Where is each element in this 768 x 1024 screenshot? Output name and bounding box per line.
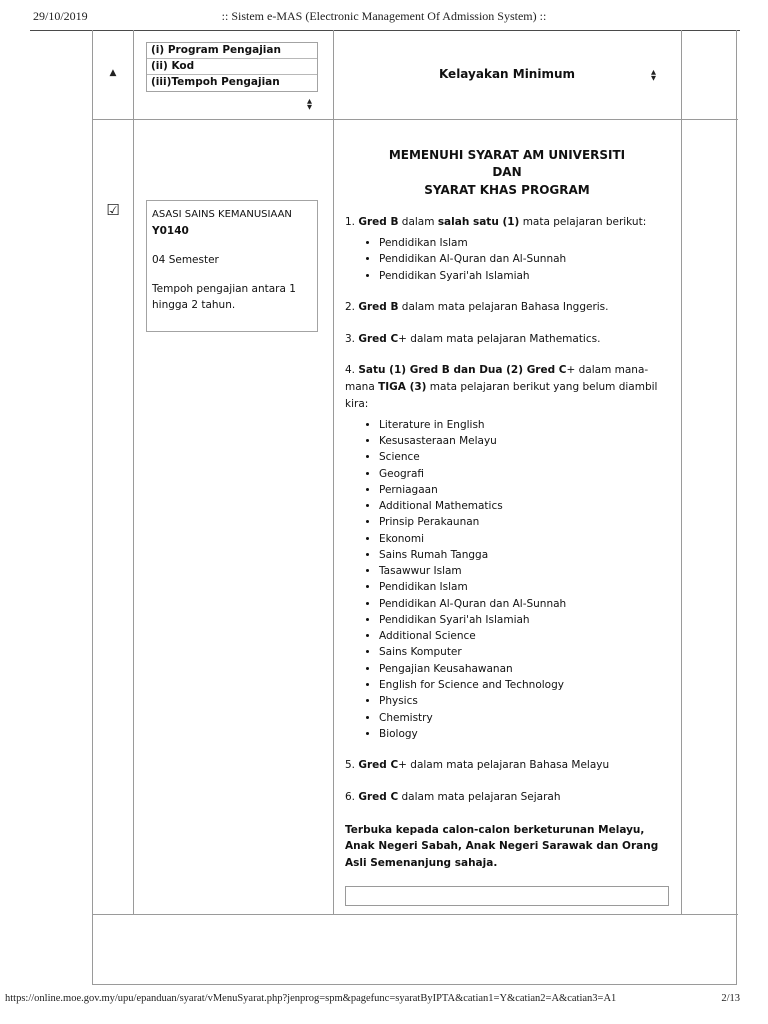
print-header: [0, 9, 768, 27]
print-footer: [5, 993, 740, 1004]
subject-item: • Additional Mathematics: [379, 498, 669, 514]
program-semester: 04 Semester: [152, 253, 219, 266]
subject-item: • Biology: [379, 726, 669, 742]
requirement-item: 2. Gred B dalam mata pelajaran Bahasa Inggeris.: [345, 300, 609, 313]
subject-item: • Pendidikan Syari'ah Islamiah: [379, 268, 669, 284]
subject-item: • Tasawwur Islam: [379, 563, 669, 579]
program-name: ASASI SAINS KEMANUSIAAN: [152, 209, 292, 220]
subject-item: • Kesusasteraan Melayu: [379, 433, 669, 449]
subject-list: [345, 235, 669, 284]
subject-item: • Pendidikan Al-Quran dan Al-Sunnah: [379, 596, 669, 612]
kelayakan-minimum-header: Kelayakan Minimum: [438, 67, 576, 81]
requirement-item: 3. Gred C+ dalam mata pelajaran Mathematics.: [345, 332, 601, 345]
selected-check-icon[interactable]: ☑: [106, 201, 120, 219]
requirement-item: 4. Satu (1) Gred B dan Dua (2) Gred C+ dalam mana-mana TIGA (3) mata pelajaran berikut yang belum diambil kira:: [345, 364, 658, 410]
header-item-tempoh-pengajian: (iii)Tempoh Pengajian: [151, 76, 280, 88]
program-info-box: [146, 200, 318, 332]
subject-item: • Literature in English: [379, 417, 669, 433]
print-date: 29/10/2019: [33, 9, 88, 23]
requirements-heading: [345, 147, 669, 199]
sort-asc-icon: ▲: [651, 68, 656, 76]
subject-item: • Geografi: [379, 466, 669, 482]
requirement-item: 5. Gred C+ dalam mata pelajaran Bahasa Melayu: [345, 759, 610, 772]
requirements-list: [345, 214, 669, 805]
page-url: https://online.moe.gov.my/upu/epanduan/syarat/vMenuSyarat.php?jenprog=spm&pagefunc=syaratByIPTA&catian1=Y&catian2=A&catian3=A1: [5, 993, 617, 1004]
eligibility-note: Terbuka kepada calon-calon berketurunan Melayu, Anak Negeri Sabah, Anak Negeri Sarawak dan Orang Asli Semenanjung sahaja.: [345, 823, 659, 870]
sort-asc-icon[interactable]: ▲: [109, 68, 117, 78]
subject-item: • Sains Rumah Tangga: [379, 547, 669, 563]
requirements-heading-line: SYARAT KHAS PROGRAM: [424, 182, 590, 197]
requirement-item: 6. Gred C dalam mata pelajaran Sejarah: [345, 790, 561, 803]
subject-list: [345, 417, 669, 742]
subject-item: • Science: [379, 449, 669, 465]
requirements-content: [345, 147, 669, 906]
requirement-item: 1. Gred B dalam salah satu (1) mata pelajaran berikut:: [345, 216, 647, 229]
table-header-row: [93, 30, 738, 120]
subject-item: • Pendidikan Islam: [379, 235, 669, 251]
subject-item: • Physics: [379, 693, 669, 709]
remarks-empty-box: [345, 886, 669, 906]
program-duration: Tempoh pengajian antara 1 hingga 2 tahun.: [152, 283, 296, 312]
subject-item: • Sains Komputer: [379, 644, 669, 660]
subject-item: • Chemistry: [379, 710, 669, 726]
sort-desc-icon: ▼: [307, 103, 312, 111]
program-row: [93, 121, 738, 915]
subject-item: • Ekonomi: [379, 531, 669, 547]
subject-item: • Pendidikan Al-Quran dan Al-Sunnah: [379, 251, 669, 267]
program-column-header: [146, 42, 318, 92]
programs-table: [92, 30, 737, 985]
subject-item: • Pendidikan Syari'ah Islamiah: [379, 612, 669, 628]
subject-item: • Perniagaan: [379, 482, 669, 498]
sort-asc-icon: ▲: [307, 97, 312, 105]
subject-item: • Additional Science: [379, 628, 669, 644]
program-code: Y0140: [152, 224, 189, 237]
subject-item: • Pengajian Keusahawanan: [379, 661, 669, 677]
print-title: :: Sistem e-MAS (Electronic Management Of Admission System) ::: [221, 9, 547, 23]
header-item-program-pengajian: (i) Program Pengajian: [147, 43, 317, 59]
page-number: 2/13: [721, 993, 740, 1004]
subject-item: • Prinsip Perakaunan: [379, 514, 669, 530]
requirements-heading-line: DAN: [492, 165, 522, 180]
header-item-kod: (ii) Kod: [147, 59, 317, 75]
sort-toggle-icon[interactable]: [651, 69, 656, 81]
subject-item: • English for Science and Technology: [379, 677, 669, 693]
sort-desc-icon: ▼: [651, 74, 656, 82]
requirements-heading-line: MEMENUHI SYARAT AM UNIVERSITI: [388, 148, 626, 162]
subject-item: • Pendidikan Islam: [379, 579, 669, 595]
sort-toggle-icon[interactable]: [307, 98, 312, 110]
